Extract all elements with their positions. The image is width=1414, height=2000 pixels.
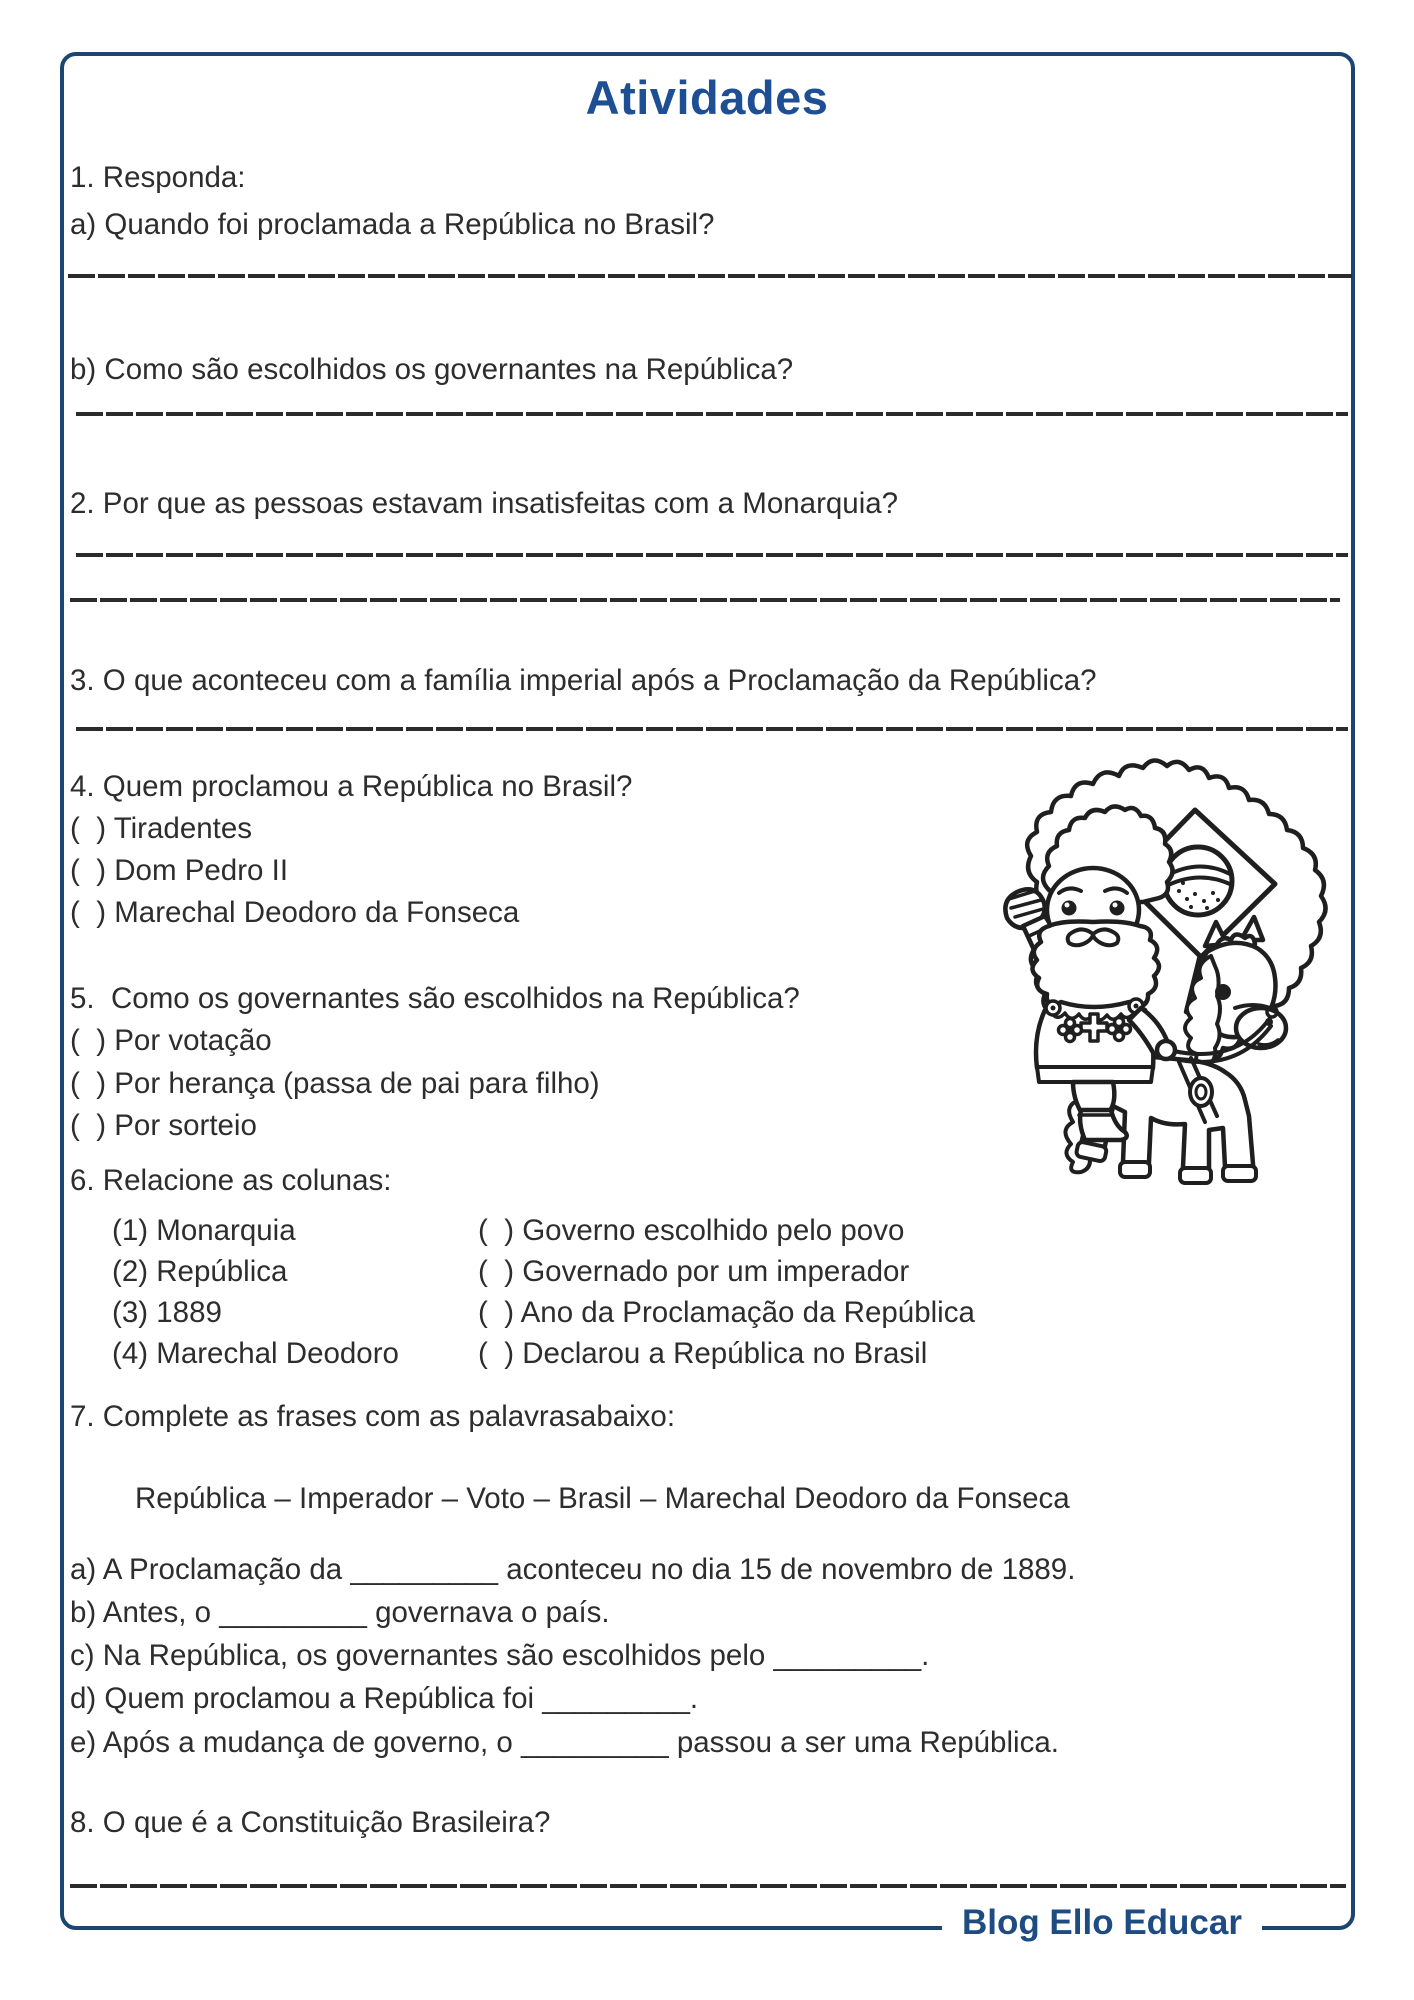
rider-eye <box>1062 901 1077 916</box>
fill-blank-sentence: d) Quem proclamou a República foi _________. <box>70 1682 699 1715</box>
footer-brand: Blog Ello Educar <box>942 1903 1262 1943</box>
answer-line <box>68 274 1352 278</box>
question-5-option: ( ) Por herança (passa de pai para filho) <box>70 1067 600 1100</box>
answer-line <box>76 412 1348 416</box>
question-4-heading: 4. Quem proclamou a República no Brasil? <box>70 770 633 803</box>
match-left-item: (1) Monarquia <box>112 1214 296 1247</box>
question-4-option: ( ) Marechal Deodoro da Fonseca <box>70 896 520 929</box>
question-3-heading: 3. O que aconteceu com a família imperial após a Proclamação da República? <box>70 664 1097 697</box>
answer-line <box>70 598 1340 602</box>
eye-glint <box>1065 903 1070 908</box>
match-left-item: (4) Marechal Deodoro <box>112 1337 399 1370</box>
question-4-option: ( ) Tiradentes <box>70 812 252 845</box>
question-5-heading: 5. Como os governantes são escolhidos na República? <box>70 982 800 1015</box>
rider-hand <box>1157 1041 1175 1059</box>
question-5-option: ( ) Por sorteio <box>70 1109 257 1142</box>
match-left-item: (2) República <box>112 1255 288 1288</box>
answer-line <box>76 553 1348 557</box>
question-1a-text: a) Quando foi proclamada a República no Brasil? <box>70 208 715 241</box>
match-right-item: ( ) Governo escolhido pelo povo <box>478 1214 905 1247</box>
answer-line <box>76 727 1348 731</box>
match-left-item: (3) 1889 <box>112 1296 222 1329</box>
eye-glint <box>1113 903 1118 908</box>
deodoro-horse-flag-illustration <box>973 750 1337 1188</box>
fill-blank-sentence: e) Após a mudança de governo, o _________ passou a ser uma República. <box>70 1726 1059 1759</box>
question-7-heading: 7. Complete as frases com as palavrasabaixo: <box>70 1400 676 1433</box>
question-6-heading: 6. Relacione as colunas: <box>70 1164 392 1197</box>
horse-eye <box>1215 984 1231 1000</box>
question-8-heading: 8. O que é a Constituição Brasileira? <box>70 1806 551 1839</box>
fill-blank-sentence: c) Na República, os governantes são escolhidos pelo _________. <box>70 1639 930 1672</box>
question-2-heading: 2. Por que as pessoas estavam insatisfeitas com a Monarquia? <box>70 487 899 520</box>
rider-eye <box>1110 901 1125 916</box>
answer-line <box>70 1884 1346 1888</box>
question-5-option: ( ) Por votação <box>70 1024 272 1057</box>
match-right-item: ( ) Ano da Proclamação da República <box>478 1296 975 1329</box>
question-4-option: ( ) Dom Pedro II <box>70 854 289 887</box>
strap-buckle <box>1190 1078 1212 1106</box>
fill-blank-sentence: a) A Proclamação da _________ aconteceu no dia 15 de novembro de 1889. <box>70 1553 1076 1586</box>
word-bank: República – Imperador – Voto – Brasil – Marechal Deodoro da Fonseca <box>135 1482 1070 1515</box>
match-right-item: ( ) Governado por um imperador <box>478 1255 910 1288</box>
match-right-item: ( ) Declarou a República no Brasil <box>478 1337 928 1370</box>
page-title: Atividades <box>585 71 829 124</box>
fill-blank-sentence: b) Antes, o _________ governava o país. <box>70 1596 610 1629</box>
question-1b-text: b) Como são escolhidos os governantes na República? <box>70 353 794 386</box>
question-1-heading: 1. Responda: <box>70 161 246 194</box>
rider-leg <box>1073 1082 1114 1112</box>
